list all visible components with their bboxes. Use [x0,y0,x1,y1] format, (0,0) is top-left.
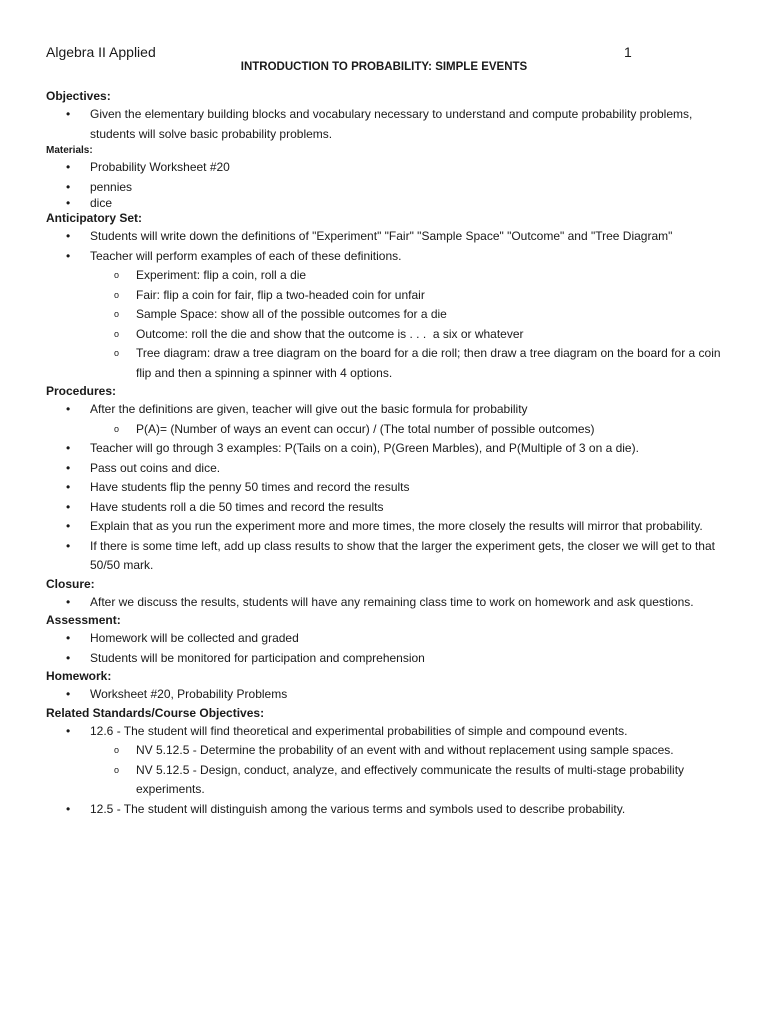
sub-bullet-icon: o [114,423,120,434]
standards-list [46,722,736,820]
objectives-list [46,105,736,144]
nv-standards-list [90,741,736,800]
bullet-icon: • [66,687,71,701]
list-item: • Explain that as you run the experiment more and more times, the more closely the results will mirror that probability. [46,517,736,537]
anticipatory-set-list [46,227,736,383]
homework-heading: Homework: [46,669,112,683]
materials-list [46,158,736,210]
homework-list [46,685,736,705]
list-item: • Students will write down the definitions of "Experiment" "Fair" "Sample Space" "Outcome" and "Tree Diagram" [46,227,736,247]
assessment-list [46,629,736,668]
objectives-heading: Objectives: [46,89,111,103]
bullet-icon: • [66,441,71,455]
sub-bullet-icon: o [114,328,120,339]
list-item: • Pass out coins and dice. [46,459,736,479]
bullet-icon: • [66,480,71,494]
list-item: • dice [66,196,113,210]
list-item: • After we discuss the results, students will have any remaining class time to work on homework and ask questions. [46,593,736,613]
bullet-icon: • [66,650,71,665]
bullet-icon: • [66,499,71,514]
closure-heading: Closure: [46,576,95,591]
formula-list [90,420,736,440]
assessment-heading: Assessment: [46,613,121,627]
anticipatory-set-heading: Anticipatory Set: [46,211,143,225]
sub-bullet-icon: o [114,270,120,280]
list-item: • pennies [46,178,736,198]
procedures-list [46,400,736,576]
probability-formula: o P(A)= (Number of ways an event can occur) / (The total number of possible outcomes) [46,420,736,440]
bullet-icon: • [66,160,71,174]
bullet-icon: • [66,631,71,645]
bullet-icon: • [66,107,71,121]
closure-list [46,593,736,613]
list-item: • Given the elementary building blocks and vocabulary necessary to understand and compute probability problems, students will solve basic probability problems. [66,107,693,141]
sub-bullet-icon: o [114,309,120,319]
bullet-icon: • [66,538,71,553]
definition-examples-list [90,266,736,383]
list-item: o Fair: flip a coin for fair, flip a two-headed coin for unfair [46,286,736,306]
list-item: • Have students flip the penny 50 times and record the results [46,478,736,498]
list-item: o Experiment: flip a coin, roll a die [46,266,736,286]
bullet-icon: • [66,196,71,210]
sub-bullet-icon: o [114,764,120,775]
list-item: o Outcome: roll the die and show that the outcome is . . . a six or whatever [46,325,736,345]
list-item: • 12.6 - The student will find theoretical and experimental probabilities of simple and compound events. o NV 5.12.5 - Determine the probability of an event with and without replacement using sample spaces. o NV 5.12.5 - Design, conduct, analyze, and effectively communicate the results of multi-stage probability experiments. [46,722,736,800]
list-item: • Teacher will perform examples of each of these definitions. o Experiment: flip a coin, roll a die o Fair: flip a coin for fair, flip a two-headed coin for unfair o Sample Space: show all of the possible outcomes for a die o Outcome: roll the die and show that the outcome is . . . a six or whatever o Tree diagram: draw a tree diagram on the board for a die roll; then draw a tree diagram on the board for a coin flip and then a spinning a spinner with 4 options. [46,247,736,384]
list-item: • Homework will be collected and graded [46,629,736,649]
materials-heading: Materials: [46,145,93,156]
bullet-icon: • [66,229,71,243]
document-title: INTRODUCTION TO PROBABILITY: SIMPLE EVENTS [240,61,528,73]
lesson-plan-body [46,88,736,819]
sub-bullet-icon: o [114,745,120,755]
list-item: • Students will be monitored for participation and comprehension [46,649,736,669]
bullet-icon: • [66,723,71,738]
standards-heading: Related Standards/Course Objectives: [46,705,265,720]
bullet-icon: • [66,594,71,609]
bullet-icon: • [66,248,71,263]
list-item: • If there is some time left, add up class results to show that the larger the experiment gets, the closer we will get to that 50/50 mark. [66,538,715,572]
course-name: Algebra II Applied [46,44,156,60]
list-item: • Probability Worksheet #20 [46,158,736,178]
bullet-icon: • [66,402,71,416]
list-item: o NV 5.12.5 - Determine the probability of an event with and without replacement using sample spaces. [46,741,736,761]
list-item: • Teacher will go through 3 examples: P(Tails on a coin), P(Green Marbles), and P(Multiple of 3 on a die). [46,439,736,459]
bullet-icon: • [66,519,71,533]
list-item: o NV 5.12.5 - Design, conduct, analyze, and effectively communicate the results of multi-stage probability experiments. [114,762,685,796]
list-item: • 12.5 - The student will distinguish among the various terms and symbols used to describe probability. [46,800,736,820]
bullet-icon: • [66,801,71,816]
list-item: • Have students roll a die 50 times and record the results [46,498,736,518]
bullet-icon: • [66,460,71,475]
list-item: o Tree diagram: draw a tree diagram on the board for a die roll; then draw a tree diagram on the board for a coin flip and then a spinning a spinner with 4 options. [114,346,721,380]
page-number: 1 [624,44,632,60]
list-item: • After the definitions are given, teacher will give out the basic formula for probability o P(A)= (Number of ways an event can occur) / (The total number of possible outcomes) [46,400,736,439]
bullet-icon: • [66,179,71,194]
procedures-heading: Procedures: [46,384,117,398]
list-item: • Worksheet #20, Probability Problems [46,685,736,705]
list-item: o Sample Space: show all of the possible outcomes for a die [46,305,736,325]
sub-bullet-icon: o [114,348,120,358]
sub-bullet-icon: o [114,289,120,300]
